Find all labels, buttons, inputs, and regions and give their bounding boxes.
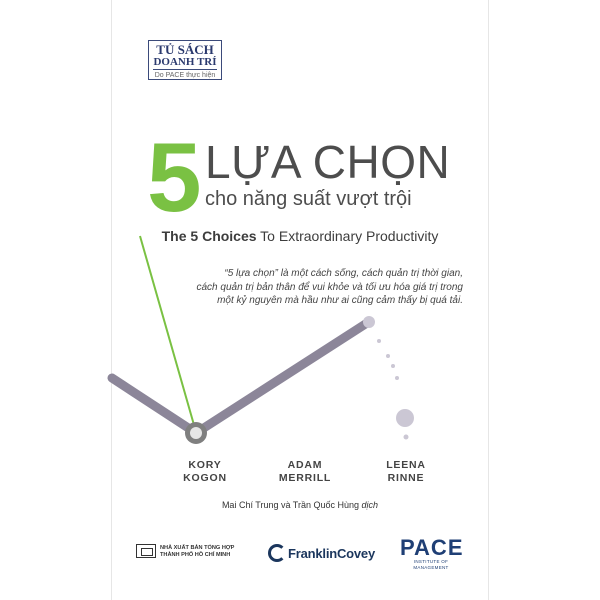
trail-dot-1 [377,339,381,343]
author-3-first: LEENA [386,459,426,471]
pace-logo [400,537,462,571]
author-1-last: KOGON [183,472,227,484]
title-number: 5 [147,122,202,232]
publisher-line-1: NHÀ XUẤT BẢN TỔNG HỢP [160,545,235,551]
pace-logo-tagline: INSTITUTE OF MANAGEMENT [413,559,449,570]
translator-role: dịch [361,500,379,510]
book-title: LỰA CHỌN [205,136,451,188]
series-logo-line3: Do PACE thực hiện [153,69,217,80]
author-1-first: KORY [188,459,222,471]
small-bubble-dot [404,435,409,440]
author-2-last: MERRILL [278,472,332,484]
franklincovey-logo [268,543,375,563]
right-clock-hand [196,323,367,433]
clock-pivot-inner [190,427,202,439]
trail-dot-3 [391,364,395,368]
large-bubble-dot [396,409,414,427]
trail-dot-4 [395,376,399,380]
franklincovey-text: FranklinCovey [288,545,375,561]
pace-logo-name: PACE [400,535,464,560]
publisher-line-2: THÀNH PHỐ HỒ CHÍ MINH [160,552,231,558]
series-logo-line2: DOANH TRÍ [153,56,217,68]
author-2 [255,459,355,485]
author-2-first: ADAM [287,459,323,471]
franklincovey-mark-icon [268,544,286,562]
english-title [0,228,600,244]
author-3-last: RINNE [387,472,425,484]
quote-line-3: một kỷ nguyên mà hầu như ai cũng cảm thấy bị quá tải. [217,295,463,306]
book-subtitle: cho năng suất vượt trội [205,188,412,210]
hand-tip-dot [363,316,375,328]
publisher-name [160,545,234,559]
english-title-rest: To Extraordinary Productivity [256,228,439,244]
quote-line-1: “5 lựa chọn” là một cách sống, cách quản trị thời gian, [224,268,463,279]
trail-dot-2 [386,354,390,358]
translator-credit [0,500,600,510]
english-title-bold: The 5 Choices [161,228,257,244]
translator-names: Mai Chí Trung và Trần Quốc Hùng [221,500,360,510]
quote-line-2: cách quản trị bản thân để vui khỏe và tối ưu hóa giá trị trong [196,281,463,293]
author-3 [356,459,456,485]
series-logo-line1: TỦ SÁCH [156,42,214,57]
publisher-logo-icon [136,544,156,558]
cover-quote [150,267,463,308]
author-1 [155,459,255,485]
